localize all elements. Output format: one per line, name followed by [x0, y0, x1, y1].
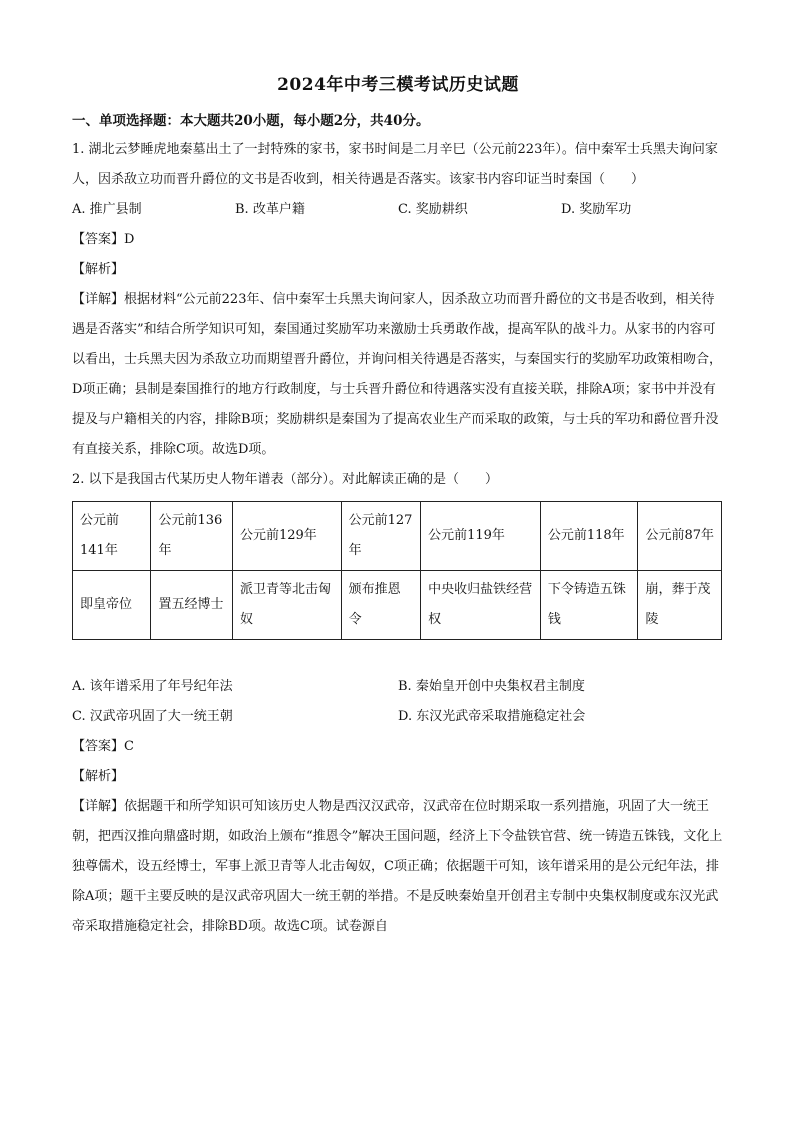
- question-2-answer: 【答案】C: [72, 739, 134, 754]
- table-row-events: [73, 571, 722, 640]
- question-1-detail: 【详解】根据材料“公元前223年、信中秦军士兵黑夫询问家人，因杀敌立功而晋升爵位的文书是否收到，相关待遇是否落实”和结合所学知识可知，秦国通过奖励军功来激励士兵勇敢作战，提高军队的战斗力。从家书的内容可以看出，士兵黑夫因为杀敌立功而期望晋升爵位，并询问相关待遇是否落实，与秦国实行的奖励军功政策相吻合，D项正确；县制是秦国推行的地方行政制度，与士兵晋升爵位和待遇落实没有直接关联，排除A项；家书中并没有提及与户籍相关的内容，排除B项；奖励耕织是秦国为了提高农业生产而采取的政策，与士兵的军功和爵位晋升没有直接关系，排除C项。故选D项。: [72, 292, 723, 457]
- option-a: A. 该年谱采用了年号纪年法: [72, 679, 233, 694]
- option-b: B. 秦始皇开创中央集权君主制度: [398, 679, 585, 694]
- question-1-options: [72, 195, 724, 225]
- question-1-analysis-label: 【解析】: [72, 262, 125, 277]
- table-cell: 中央收归盐铁经营权: [421, 571, 541, 640]
- option-c: C. 奖励耕织: [398, 202, 468, 217]
- table-cell: 派卫青等北击匈奴: [232, 571, 341, 640]
- question-1-answer: 【答案】D: [72, 232, 135, 247]
- option-d: D. 东汉光武帝采取措施稳定社会: [398, 709, 586, 724]
- table-cell: 公元前141年: [73, 502, 151, 571]
- table-cell: 公元前118年: [540, 502, 638, 571]
- table-cell: 公元前119年: [421, 502, 541, 571]
- table-cell: 下令铸造五铢钱: [540, 571, 638, 640]
- table-cell: 公元前136年: [151, 502, 233, 571]
- table-row-years: [73, 502, 722, 571]
- option-a: A. 推广县制: [72, 202, 142, 217]
- option-d: D. 奖励军功: [561, 202, 632, 217]
- option-c: C. 汉武帝巩固了大一统王朝: [72, 709, 233, 724]
- question-2-detail: 【详解】依据题干和所学知识可知该历史人物是西汉汉武帝，汉武帝在位时期采取一系列措施，巩固了大一统王朝，把西汉推向鼎盛时期，如政治上颁布“推恩令”解决王国问题，经济上下令盐铁官营、统一铸造五铢钱，文化上独尊儒术，设五经博士，军事上派卫青等人北击匈奴，C项正确；依据题干可知，该年谱采用的是公元纪年法，排除A项；题干主要反映的是汉武帝巩固大一统王朝的举措。不是反映秦始皇开创君主专制中央集权制度或东汉光武帝采取措施稳定社会，排除BD项。故选C项。试卷源自: [72, 799, 723, 934]
- page-title: 2024年中考三模考试历史试题: [277, 75, 519, 95]
- table-cell: 公元前127年: [341, 502, 420, 571]
- question-2-options-row-1: [72, 672, 724, 702]
- exam-page: [72, 70, 724, 942]
- table-cell: 置五经博士: [151, 571, 233, 640]
- question-1-stem: 1. 湖北云梦睡虎地秦墓出土了一封特殊的家书，家书时间是二月辛巳（公元前223年）。信中秦军士兵黑夫询问家人，因杀敌立功而晋升爵位的文书是否收到，相关待遇是否落实。该家书内容印证当时秦国（ ）: [72, 142, 718, 187]
- table-cell: 公元前87年: [638, 502, 722, 571]
- table-cell: 即皇帝位: [73, 571, 151, 640]
- table-cell: 崩，葬于茂陵: [638, 571, 722, 640]
- question-2-stem: 2. 以下是我国古代某历史人物年谱表（部分）。对此解读正确的是（ ）: [72, 472, 499, 487]
- option-b: B. 改革户籍: [235, 202, 305, 217]
- table-cell: 颁布推恩令: [341, 571, 420, 640]
- chronology-table: [72, 501, 722, 640]
- question-2-options-row-2: [72, 702, 724, 732]
- question-2-analysis-label: 【解析】: [72, 769, 125, 784]
- section-heading: 一、单项选择题：本大题共20小题，每小题2分，共40分。: [72, 113, 430, 129]
- table-cell: 公元前129年: [232, 502, 341, 571]
